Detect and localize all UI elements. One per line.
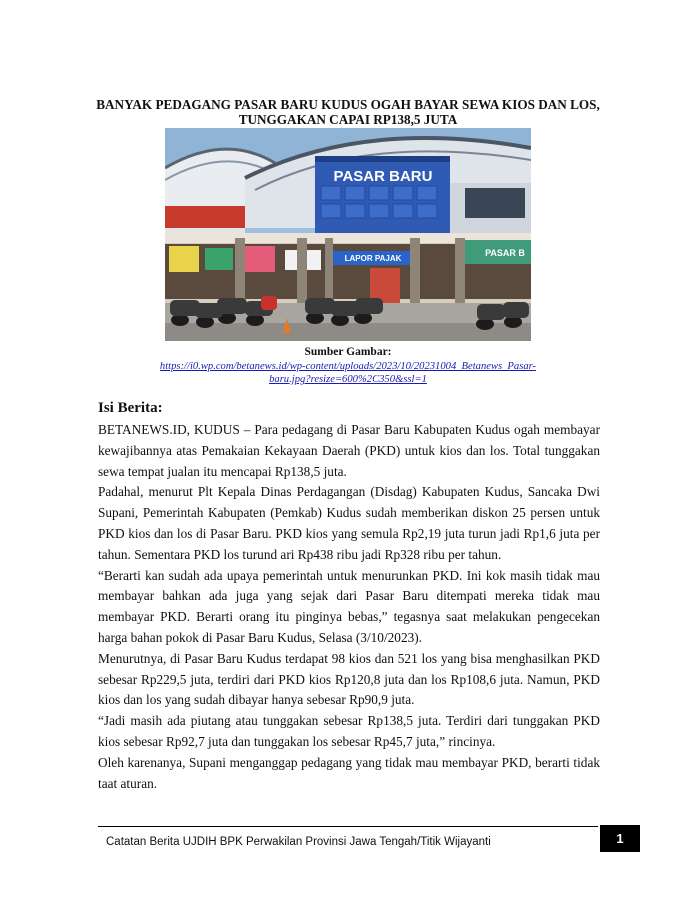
section-heading: Isi Berita: [98,400,163,416]
paragraph: “Berarti kan sudah ada upaya pemerintah untuk menurunkan PKD. Ini kok masih tidak mau membayar bahkan ada juga yang sejak dari Pasar Baru ditempati mereka tidak mau membayar PKD. Berarti orang itu pinginya bebas,” tegasnya saat melakukan pengecekan harga bahan pokok di Pasar Baru Kudus, Selasa (3/10/2023). [98,567,600,645]
footer-divider [98,826,598,827]
market-photo [165,128,531,341]
paragraph: “Jadi masih ada piutang atau tunggakan sebesar Rp138,5 juta. Terdiri dari tunggakan PKD kios sebesar Rp92,7 juta dan tunggakan los sebesar Rp45,7 juta,” rincinya. [98,713,600,749]
article-body [98,420,600,794]
page-number: 1 [600,825,640,852]
paragraph: Padahal, menurut Plt Kepala Dinas Perdagangan (Disdag) Kabupaten Kudus, Sancaka Dwi Supani, Pemerintah Kabupaten (Pemkab) Kudus sudah memberikan diskon 25 persen untuk PKD kios dan los di Pasar Baru. PKD kios yang semula Rp2,19 juta turun jadi Rp1,6 juta per tahun. Sementara PKD los turund ari Rp438 ribu jadi Rp328 ribu per tahun. [98,484,600,562]
banner-text: LAPOR PAJAK [344,254,402,263]
market-sign-text: PASAR BARU [333,168,433,185]
footer-text: Catatan Berita UJDIH BPK Perwakilan Provinsi Jawa Tengah/Titik Wijayanti [106,836,491,848]
image-source-label: Sumber Gambar: [304,346,392,358]
article-title: BANYAK PEDAGANG PASAR BARU KUDUS OGAH BAYAR SEWA KIOS DAN LOS, TUNGGAKAN CAPAI RP138,5 JUTA [96,97,600,127]
paragraph: Menurutnya, di Pasar Baru Kudus terdapat 98 kios dan 521 los yang bisa menghasilkan PKD sebesar Rp229,5 juta, terdiri dari PKD kios Rp120,8 juta dan los Rp108,6 juta. Namun, PKD kios dan los yang sudah dibayar hanya sebesar Rp90,9 juta. [98,650,600,708]
image-source-link[interactable]: https://i0.wp.com/betanews.id/wp-content/uploads/2023/10/20231004_Betanews_Pasar-baru.jpg?resize=600%2C350&ssl=1 [159,361,537,385]
side-sign-text: PASAR B [485,248,525,258]
paragraph: Oleh karenanya, Supani menganggap pedagang yang tidak mau membayar PKD, berarti tidak taat aturan. [98,754,600,791]
paragraph: BETANEWS.ID, KUDUS – Para pedagang di Pasar Baru Kabupaten Kudus ogah membayar kewajibannya atas Pemakaian Kekayaan Daerah (PKD) untuk kios dan los. Total tunggakan sewa tempat jualan itu mencapai Rp138,5 juta. [98,422,600,479]
